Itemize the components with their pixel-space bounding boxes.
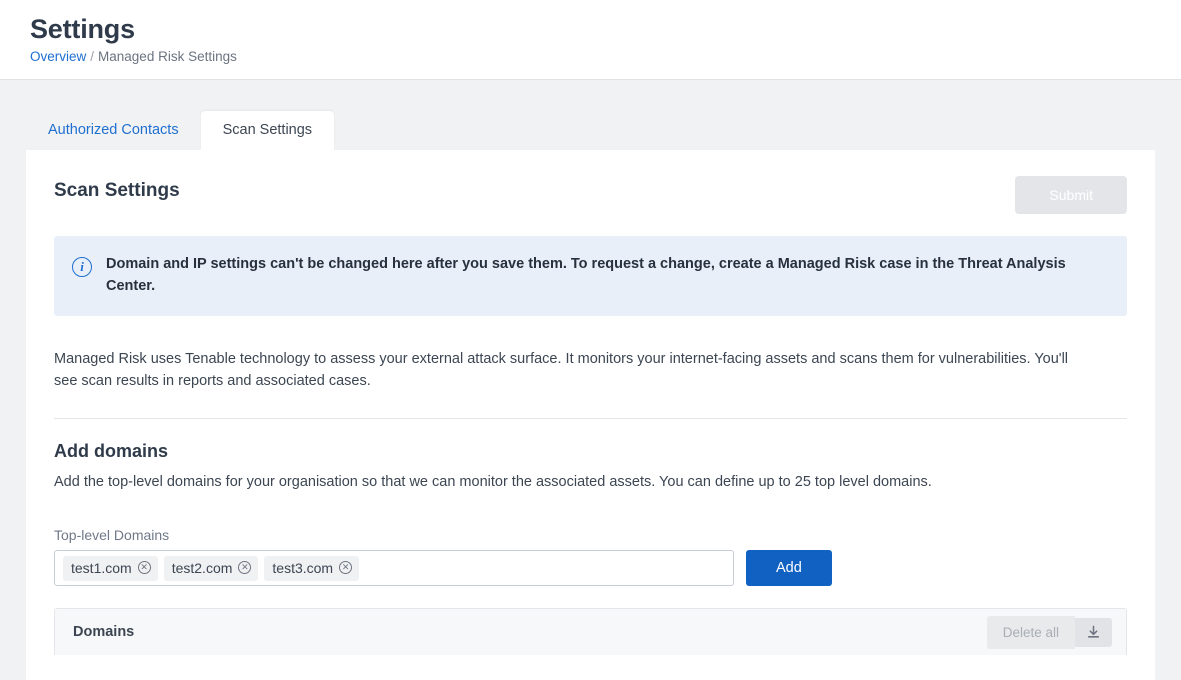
- add-domains-title: Add domains: [54, 441, 169, 462]
- intro-paragraph: Managed Risk uses Tenable technology to assess your external attack surface. It monitors your internet-facing assets and scans them for vulnerabilities. You'll see scan results in reports and associated cases.: [54, 350, 1069, 389]
- domains-column-header: Domains: [73, 624, 135, 641]
- submit-button[interactable]: Submit: [1015, 176, 1127, 214]
- domain-chip[interactable]: [264, 556, 359, 581]
- info-banner-text: Domain and IP settings can't be changed here after you save them. To request a change, create a Managed Risk case in the Threat Analysis Center.: [106, 256, 1066, 294]
- breadcrumb-current: Managed Risk Settings: [98, 49, 237, 65]
- domain-chip[interactable]: [63, 556, 158, 581]
- page-header: [0, 0, 1181, 80]
- breadcrumb: [30, 49, 1151, 64]
- page-title: Settings: [30, 14, 135, 44]
- domain-chip-label: test3.com: [272, 559, 334, 576]
- domains-table-header: [55, 609, 1126, 655]
- domains-table: [54, 608, 1127, 655]
- domains-table-actions: [987, 616, 1112, 649]
- close-icon[interactable]: ✕: [339, 561, 352, 574]
- info-icon: i: [72, 257, 92, 277]
- top-level-domains-input[interactable]: [54, 550, 734, 586]
- scan-settings-card: [26, 150, 1155, 680]
- breadcrumb-separator: /: [90, 49, 95, 65]
- domain-chip[interactable]: [164, 556, 259, 581]
- delete-all-button[interactable]: Delete all: [987, 616, 1075, 649]
- breadcrumb-link-overview[interactable]: Overview: [30, 49, 87, 65]
- add-domain-button[interactable]: Add: [746, 550, 832, 586]
- tab-authorized-contacts[interactable]: Authorized Contacts: [48, 121, 179, 138]
- info-banner: [54, 236, 1127, 316]
- tab-bar: [0, 80, 1181, 150]
- download-button[interactable]: [1075, 618, 1112, 647]
- close-icon[interactable]: ✕: [238, 561, 251, 574]
- top-level-domains-label: Top-level Domains: [54, 527, 170, 544]
- domain-chip-label: test1.com: [71, 559, 132, 576]
- section-divider: [54, 418, 1127, 419]
- section-title: Scan Settings: [54, 180, 180, 201]
- domain-chip-label: test2.com: [171, 559, 233, 576]
- domains-input-row: [54, 550, 1127, 586]
- add-domains-description: Add the top-level domains for your organisation so that we can monitor the associated assets. You can define up to 25 top level domains.: [54, 474, 932, 491]
- card-header: [54, 176, 1127, 214]
- tab-scan-settings[interactable]: Scan Settings: [201, 111, 334, 151]
- close-icon[interactable]: ✕: [138, 561, 151, 574]
- download-icon: [1086, 625, 1101, 640]
